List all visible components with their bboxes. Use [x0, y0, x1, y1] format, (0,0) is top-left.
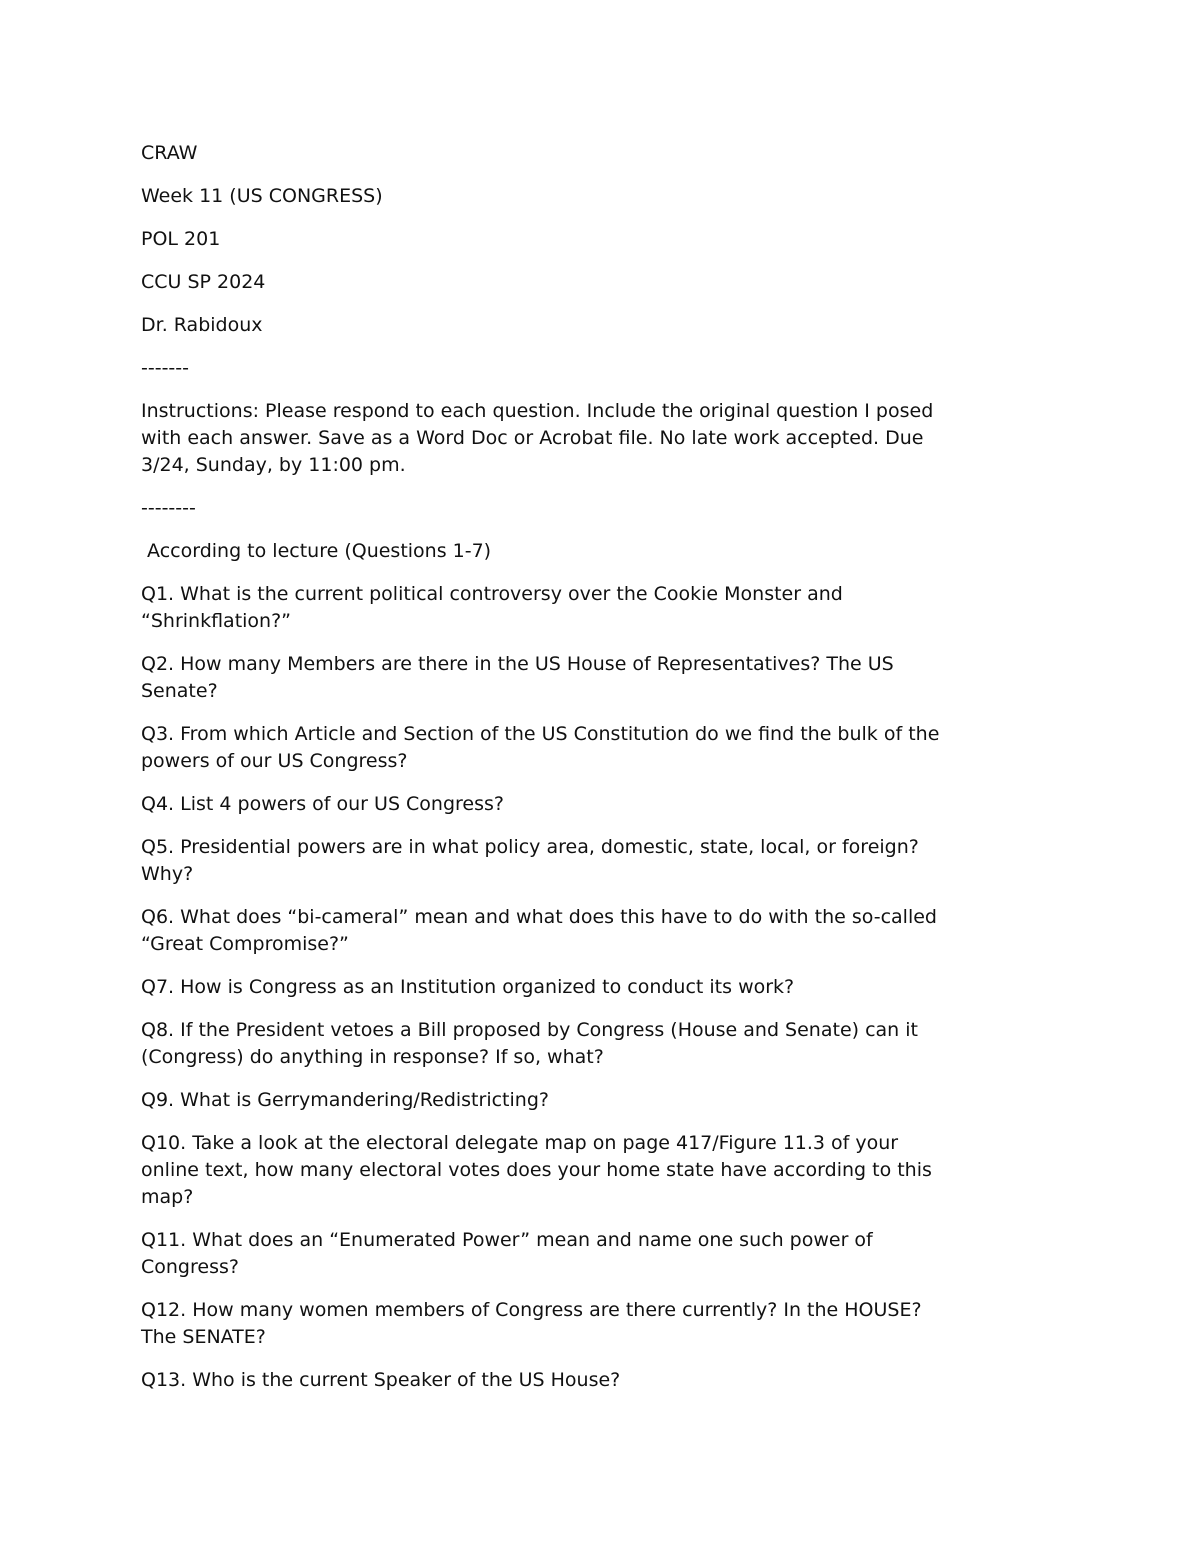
- text-line: 3/24, Sunday, by 11:00 pm.: [141, 454, 406, 476]
- text-line: Congress?: [141, 1256, 239, 1278]
- text-line: Q8. If the President vetoes a Bill proposed by Congress (House and Senate) can it: [141, 1019, 918, 1041]
- question-4: [141, 791, 1081, 818]
- question-1: [141, 581, 1081, 635]
- header-line: [141, 183, 1081, 210]
- text-line: Q11. What does an “Enumerated Power” mean and name one such power of: [141, 1229, 873, 1251]
- text-line: Q6. What does “bi-cameral” mean and what does this have to do with the so-called: [141, 906, 937, 928]
- text-line: Senate?: [141, 680, 218, 702]
- text-line: The SENATE?: [141, 1326, 266, 1348]
- text-line: powers of our US Congress?: [141, 750, 408, 772]
- text-line: -------: [141, 357, 189, 379]
- text-line: Q13. Who is the current Speaker of the US House?: [141, 1369, 621, 1391]
- question-2: [141, 651, 1081, 705]
- question-8: [141, 1017, 1081, 1071]
- text-line: Q5. Presidential powers are in what policy area, domestic, state, local, or foreign?: [141, 836, 919, 858]
- text-line: with each answer. Save as a Word Doc or Acrobat file. No late work accepted. Due: [141, 427, 924, 449]
- divider: [141, 355, 1081, 382]
- text-line: Why?: [141, 863, 194, 885]
- text-line: Instructions: Please respond to each question. Include the original question I posed: [141, 400, 934, 422]
- text-line: “Great Compromise?”: [141, 933, 349, 955]
- section-heading: [141, 538, 1081, 565]
- text-line: Q3. From which Article and Section of the US Constitution do we find the bulk of the: [141, 723, 940, 745]
- text-line: Q9. What is Gerrymandering/Redistricting?: [141, 1089, 549, 1111]
- question-3: [141, 721, 1081, 775]
- instructions: [141, 398, 1081, 479]
- question-7: [141, 974, 1081, 1001]
- text-line: According to lecture (Questions 1-7): [141, 540, 492, 562]
- header-line: [141, 269, 1081, 296]
- text-line: online text, how many electoral votes does your home state have according to this: [141, 1159, 932, 1181]
- text-line: Dr. Rabidoux: [141, 314, 263, 336]
- question-10: [141, 1130, 1081, 1211]
- text-line: Q12. How many women members of Congress are there currently? In the HOUSE?: [141, 1299, 922, 1321]
- text-line: Q10. Take a look at the electoral delegate map on page 417/Figure 11.3 of your: [141, 1132, 899, 1154]
- question-6: [141, 904, 1081, 958]
- question-9: [141, 1087, 1081, 1114]
- question-13: [141, 1367, 1081, 1394]
- text-line: Q7. How is Congress as an Institution organized to conduct its work?: [141, 976, 795, 998]
- text-line: (Congress) do anything in response? If so, what?: [141, 1046, 604, 1068]
- text-line: Week 11 (US CONGRESS): [141, 185, 383, 207]
- header-line: [141, 312, 1081, 339]
- text-line: CCU SP 2024: [141, 271, 266, 293]
- header-line: [141, 226, 1081, 253]
- question-11: [141, 1227, 1081, 1281]
- header-line: [141, 140, 1081, 167]
- text-line: Q2. How many Members are there in the US House of Representatives? The US: [141, 653, 894, 675]
- text-line: --------: [141, 497, 196, 519]
- text-line: Q4. List 4 powers of our US Congress?: [141, 793, 505, 815]
- text-line: map?: [141, 1186, 194, 1208]
- text-line: Q1. What is the current political controversy over the Cookie Monster and: [141, 583, 843, 605]
- document-page: [141, 140, 1081, 1410]
- text-line: CRAW: [141, 142, 198, 164]
- question-12: [141, 1297, 1081, 1351]
- question-5: [141, 834, 1081, 888]
- text-line: POL 201: [141, 228, 221, 250]
- divider: [141, 495, 1081, 522]
- text-line: “Shrinkflation?”: [141, 610, 292, 632]
